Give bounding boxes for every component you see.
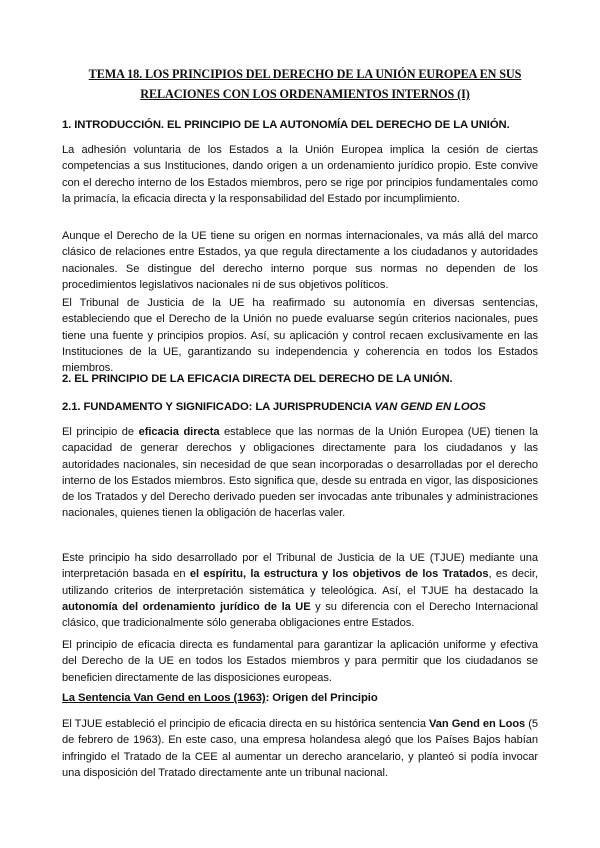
p4-text-a: El TJUE estableció el principio de eficacia directa en su histórica sentencia [62, 718, 430, 730]
section-2-paragraph-3: El principio de eficacia directa es fundamental para garantizar la aplicación uniforme y efectiva del Derecho de la UE en todos los Estados miembros y para permitir que los ciudadanos se beneficien directamente de las disposiciones europeas. [62, 639, 538, 684]
p1-text-c: establece que las normas de la Unión Europea (UE) tienen la capacidad de generar derechos y obligaciones directamente para los ciudadanos y las autoridades nacionales, sin necesidad de que sean incorporadas o desarrolladas por el derecho interno de los Estados miembros. Esto significa que, desde su entrada en vigor, las disposiciones de los Tratados y del Derecho derivado pueden ser invocadas ante tribunales y administraciones nacionales, quienes tienen la obligación de hacerlas valer. [62, 426, 539, 520]
section-1-heading: 1. INTRODUCCIÓN. EL PRINCIPIO DE LA AUTONOMÍA DEL DERECHO DE LA UNIÓN. [62, 119, 510, 131]
section-2-1-heading-italic: VAN GEND EN LOOS [374, 401, 486, 413]
case-heading-underlined: La Sentencia Van Gend en Loos (1963) [62, 692, 266, 704]
section-2-1-heading-text: 2.1. FUNDAMENTO Y SIGNIFICADO: LA JURISPRUDENCIA [62, 401, 375, 413]
case-heading-rest: : Origen del Principio [265, 692, 378, 704]
p2-text-e: y su diferencia con el Derecho Internacional clásico, que tradicionalmente sólo generaba obligaciones entre Estados. [62, 600, 539, 630]
p4-text-c: (5 de febrero de 1963). En este caso, una empresa holandesa alegó que los Países Bajos habían infringido el Tratado de la CEE al aumentar un derecho arancelario, y planteó si podía invocar una disposición del Tratado directamente ante un tribunal nacional. [62, 718, 539, 779]
p4-bold: Van Gend en Loos [429, 718, 526, 730]
section-1-paragraph-2: Aunque el Derecho de la UE tiene su origen en normas internacionales, va más allá del marco clásico de relaciones entre Estados, ya que regula directamente a los ciudadanos y autoridades nacionales. Se distingue del derecho interno porque sus normas no dependen de los procedimientos legislativos nacionales ni de sus objetivos políticos. [62, 230, 538, 291]
p2-bold-2: autonomía del ordenamiento jurídico de la UE [62, 600, 311, 613]
document-title: TEMA 18. LOS PRINCIPIOS DEL DERECHO DE LA UNIÓN EUROPEA EN SUS RELACIONES CON LOS ORDENAMIENTOS INTERNOS (I) [88, 67, 522, 101]
p2-bold-1: el espíritu, la estructura y los objetivos de los Tratados [189, 568, 489, 581]
section-2-paragraph-1 [62, 424, 538, 522]
section-2-paragraph-2 [62, 550, 538, 631]
section-1-paragraph-3: El Tribunal de Justicia de la UE ha reafirmado su autonomía en diversas sentencias, estableciendo que el Derecho de la Unión no puede evaluarse según criterios nacionales, pues tiene una fuente y principios propios. Así, su aplicación y control recaen exclusivamente en las Instituciones de la UE, garantizando su independencia y coherencia en todos los Estados miembros. [62, 297, 538, 375]
p2-text-c: , es decir, utilizando criterios de interpretación sistemática y teleológica. Así, el TJUE ha destacado la [62, 568, 538, 597]
p1-text-a: El principio de [62, 426, 139, 438]
section-2-paragraph-4 [62, 716, 538, 781]
p2-text-a: Este principio ha sido desarrollado por el Tribunal de Justicia de la UE (TJUE) mediante una interpretación basada en [62, 552, 538, 581]
p1-bold: eficacia directa [138, 426, 220, 438]
case-heading [62, 692, 378, 704]
section-2-1-heading [62, 401, 486, 413]
section-1-paragraph-1: La adhesión voluntaria de los Estados a la Unión Europea implica la cesión de ciertas competencias a sus Instituciones, dando origen a un ordenamiento jurídico propio. Este convive con el derecho interno de los Estados miembros, pero se rige por principios fundamentales como la primacía, la eficacia directa y la responsabilidad del Estado por incumplimiento. [62, 144, 538, 205]
section-2-heading: 2. EL PRINCIPIO DE LA EFICACIA DIRECTA DEL DERECHO DE LA UNIÓN. [62, 373, 453, 385]
